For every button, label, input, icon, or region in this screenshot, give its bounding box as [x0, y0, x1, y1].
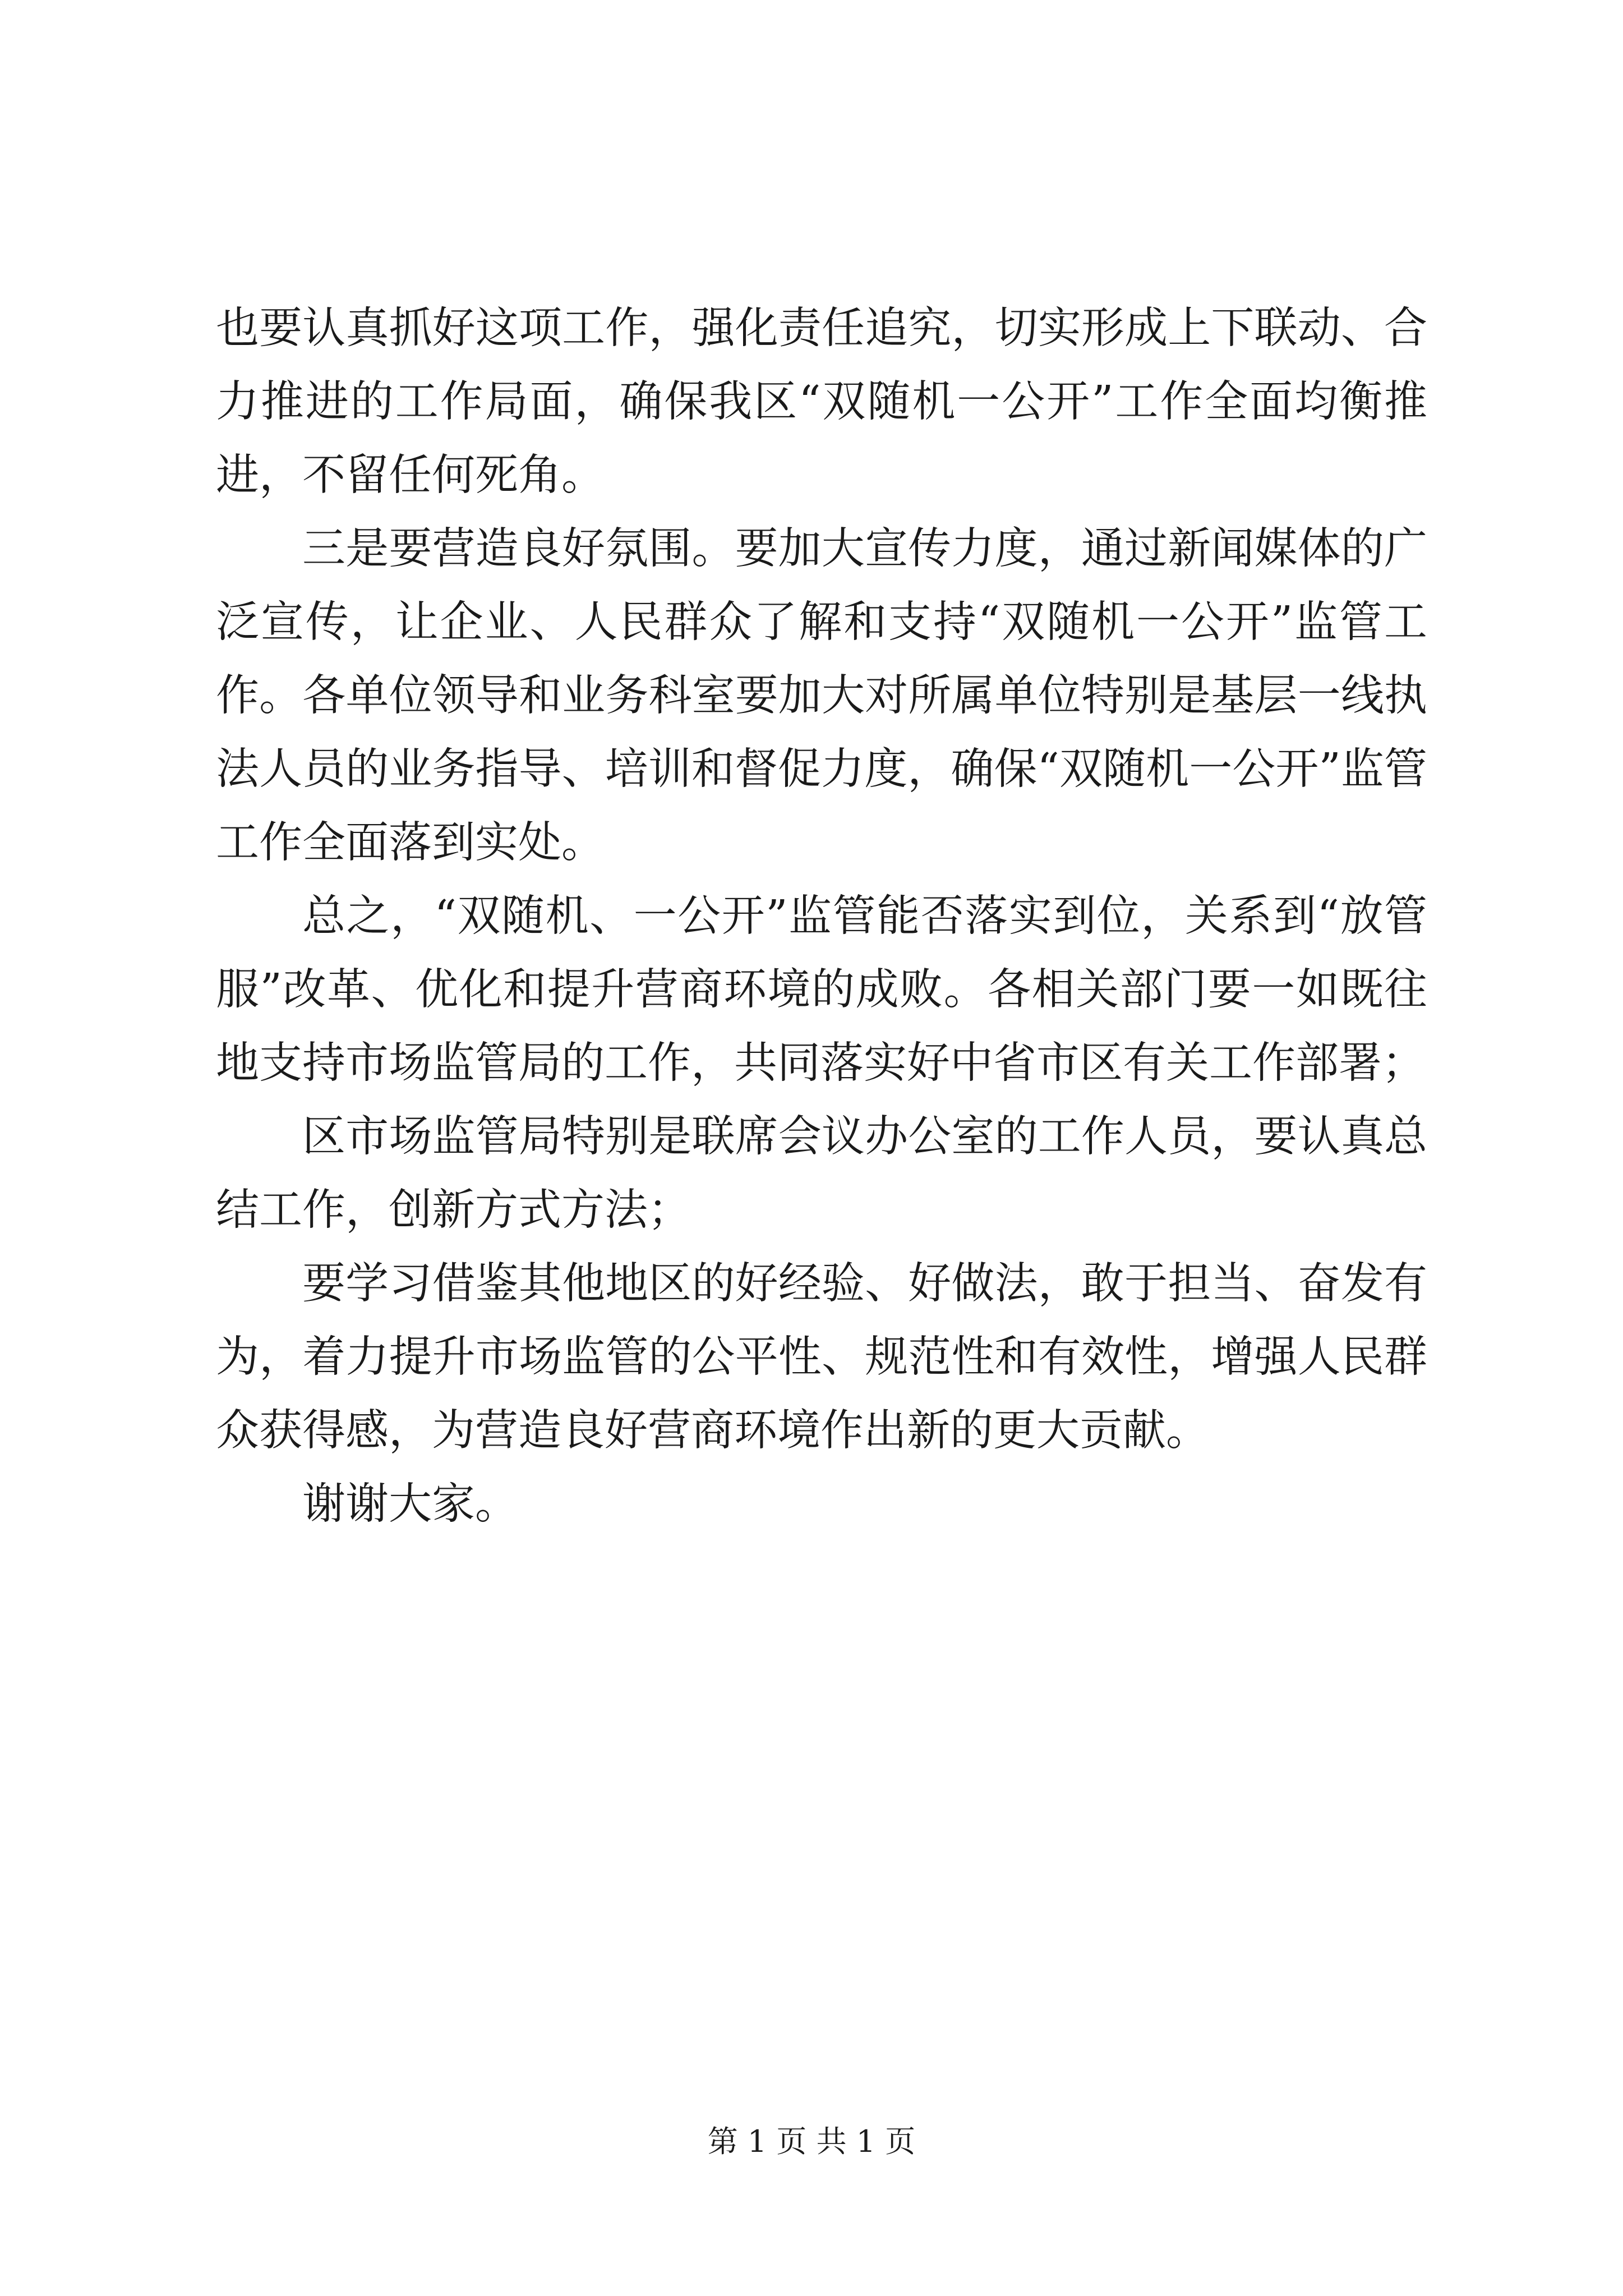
- page-number-footer: 第 1 页 共 1 页: [707, 2124, 916, 2159]
- paragraph-market-bureau: 区市场监管局特别是联席会议办公室的工作人员，要认真总结工作，创新方式方法；: [216, 1112, 1427, 1235]
- paragraph-continuation: 也要认真抓好这项工作，强化责任追究，切实形成上下联动、合力推进的工作局面，确保我区“双随机一公开”工作全面均衡推进，不留任何死角。: [216, 303, 1427, 500]
- paragraph-learning: 要学习借鉴其他地区的好经验、好做法，敢于担当、奋发有为，着力提升市场监管的公平性、规范性和有效性，增强人民群众获得感，为营造良好营商环境作出新的更大贡献。: [216, 1259, 1427, 1456]
- document-body: [216, 292, 1427, 1541]
- paragraph-thanks: 谢谢大家。: [302, 1479, 518, 1529]
- paragraph-summary: 总之，“双随机、一公开”监管能否落实到位，关系到“放管服”改革、优化和提升营商环境的成败。各相关部门要一如既往地支持市场监管局的工作，共同落实好中省市区有关工作部署；: [216, 891, 1427, 1088]
- paragraph-atmosphere: 三是要营造良好氛围。要加大宣传力度，通过新闻媒体的广泛宣传，让企业、人民群众了解和支持“双随机一公开”监管工作。各单位领导和业务科室要加大对所属单位特别是基层一线执法人员的业务指导、培训和督促力度，确保“双随机一公开”监管工作全面落到实处。: [216, 524, 1427, 868]
